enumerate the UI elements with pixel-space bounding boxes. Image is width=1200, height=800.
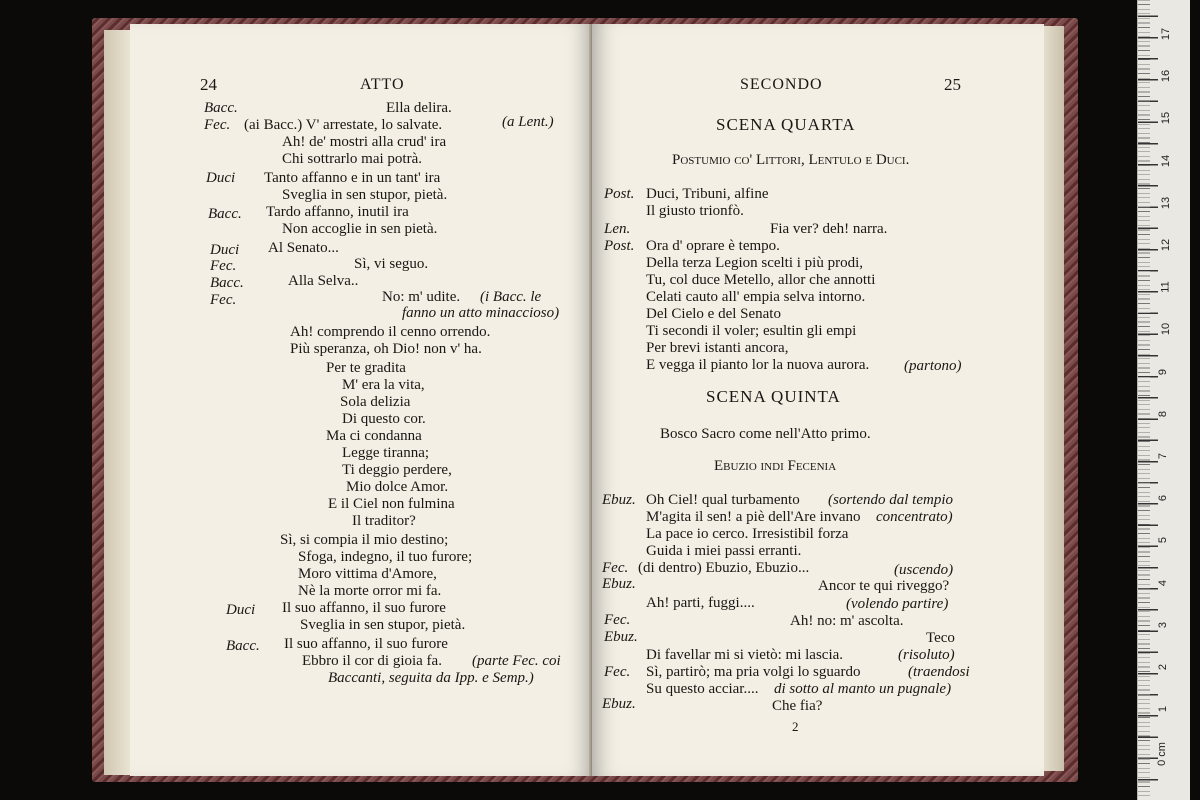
- speaker: Post.: [604, 238, 635, 254]
- verse-line: Al Senato...: [268, 240, 339, 256]
- verse-line: Ti deggio perdere,: [342, 462, 452, 478]
- verse-line: Ah! no: m' ascolta.: [790, 613, 904, 629]
- verse-line: Sola delizia: [340, 394, 411, 410]
- ruler-number: 14: [1160, 154, 1173, 167]
- page-number-right: 25: [944, 75, 961, 94]
- stage-direction: (risoluto): [898, 647, 955, 663]
- verse-line: Ma ci condanna: [326, 428, 422, 444]
- verse-line: Il giusto trionfò.: [646, 203, 744, 219]
- verse-line: Guida i miei passi erranti.: [646, 543, 802, 559]
- speaker: Duci: [206, 170, 236, 186]
- speaker: Ebuz.: [602, 696, 636, 712]
- ruler-number: 13: [1160, 196, 1173, 209]
- speaker: Ebuz.: [604, 629, 638, 645]
- speaker: Fec.: [602, 560, 629, 576]
- page-number-left: 24: [200, 75, 217, 94]
- verse-line: Moro vittima d'Amore,: [298, 566, 437, 582]
- verse-line: Il traditor?: [352, 513, 416, 529]
- verse-line: Sì, partirò; ma pria volgi lo sguardo: [646, 664, 861, 680]
- stage-direction: fanno un atto minaccioso): [402, 305, 560, 321]
- speaker: Fec.: [604, 612, 631, 628]
- speaker: Ebuz.: [602, 492, 636, 508]
- signature-mark: 2: [792, 719, 799, 734]
- verse-line: E il Ciel non fulmina: [328, 496, 455, 512]
- verse-line: Sì, vi seguo.: [354, 256, 429, 272]
- scene-setting: Bosco Sacro come nell'Atto primo.: [660, 426, 871, 442]
- verse-line: Per brevi istanti ancora,: [646, 340, 789, 356]
- verse-line: Ora d' oprare è tempo.: [646, 238, 780, 254]
- ruler-number: 17: [1160, 27, 1173, 41]
- verse-line: Che fia?: [772, 698, 823, 714]
- verse-line: Nè la morte orror mi fa.: [298, 583, 442, 599]
- speaker: Bacc.: [204, 100, 238, 116]
- scene-cast: Ebuzio indi Fecenia: [714, 458, 837, 474]
- stage-direction: Baccanti, seguita da Ipp. e Semp.): [328, 670, 534, 686]
- stage-direction: (sortendo dal tempio: [828, 492, 953, 508]
- stage-direction: di sotto al manto un pugnale): [774, 681, 952, 697]
- verse-line: Per te gradita: [326, 360, 406, 376]
- ruler-number: 11: [1159, 281, 1172, 293]
- verse-line: Di favellar mi si vietò: mi lascia.: [646, 647, 844, 663]
- verse-line: M' era la vita,: [342, 377, 425, 393]
- speaker: Ebuz.: [602, 576, 636, 592]
- verse-line: Legge tiranna;: [342, 445, 430, 461]
- verse-line: M'agita il sen! a piè dell'Are invano: [646, 509, 861, 525]
- page-edges-left: [104, 30, 132, 775]
- verse-line: Ah! comprendo il cenno orrendo.: [290, 324, 491, 340]
- speaker: Fec.: [210, 292, 237, 308]
- verse-line: Sveglia in sen stupor, pietà.: [282, 187, 448, 203]
- verse-line: Di questo cor.: [342, 411, 426, 427]
- verse-line: Chi sottrarlo mai potrà.: [282, 151, 422, 167]
- verse-line: Del Cielo e del Senato: [646, 306, 781, 322]
- verse-line: Fia ver? deh! narra.: [770, 221, 888, 237]
- verse-line: Tu, col duce Metello, allor che annotti: [646, 272, 876, 288]
- ruler-number: 10: [1160, 323, 1173, 336]
- ruler-number: 5: [1157, 537, 1170, 544]
- verse-line: Della terza Legion scelti i più prodi,: [646, 255, 864, 271]
- ruler-number: 12: [1160, 238, 1173, 252]
- verse-line: Duci, Tribuni, alfine: [646, 186, 769, 202]
- verse-line: Oh Ciel! qual turbamento: [646, 492, 800, 508]
- speaker: Bacc.: [226, 638, 260, 654]
- verse-line: Mio dolce Amor.: [346, 479, 449, 495]
- verse-line: Più speranza, oh Dio! non v' ha.: [290, 341, 482, 357]
- speaker: Duci: [226, 602, 256, 618]
- verse-line: (di dentro) Ebuzio, Ebuzio...: [638, 560, 810, 576]
- running-head-left: ATTO: [360, 76, 405, 93]
- verse-line: Ti secondi il voler; esultin gli empi: [646, 323, 857, 339]
- verse-line: Teco: [926, 630, 955, 646]
- ruler-number: 16: [1160, 70, 1173, 83]
- stage-direction: (partono): [904, 358, 962, 374]
- verse-line: Sì, si compia il mio destino;: [280, 532, 449, 548]
- speaker: Duci: [210, 242, 240, 258]
- stage-direction: (a Lent.): [502, 114, 554, 130]
- right-page: [592, 24, 1044, 776]
- verse-line: Ebbro il cor di gioia fa.: [302, 653, 442, 669]
- ruler-number: 1: [1157, 706, 1170, 713]
- verse-line: Tanto affanno e in un tant' ira: [264, 170, 441, 186]
- ruler-number: 15: [1160, 112, 1173, 125]
- speaker: Fec.: [210, 258, 237, 274]
- ruler-number: 8: [1157, 410, 1170, 417]
- verse-line: Alla Selva..: [288, 273, 359, 289]
- verse-line: Ah! de' mostri alla crud' ira: [282, 134, 447, 150]
- stage-direction: (i Bacc. le: [480, 289, 542, 305]
- speaker: Post.: [604, 186, 635, 202]
- verse-line: (ai Bacc.) V' arrestate, lo salvate.: [244, 117, 443, 133]
- ruler-number: 2: [1157, 663, 1170, 671]
- verse-line: Sveglia in sen stupor, pietà.: [300, 617, 466, 633]
- verse-line: E vegga il pianto lor la nuova aurora.: [646, 357, 870, 373]
- verse-line: Il suo affanno, il suo furore: [282, 600, 446, 616]
- verse-line: Tardo affanno, inutil ira: [266, 204, 409, 220]
- ruler-number: 3: [1157, 621, 1170, 628]
- speaker: Fec.: [604, 664, 631, 680]
- verse-line: Ancor te qui riveggo?: [818, 578, 950, 594]
- scene-title: SCENA QUINTA: [706, 387, 841, 406]
- verse-line: Il suo affanno, il suo furore: [284, 636, 448, 652]
- stage-direction: (parte Fec. coi: [472, 653, 561, 669]
- stage-direction: concentrato): [876, 509, 953, 525]
- ruler-unit: 0 cm: [1155, 742, 1168, 766]
- verse-line: Su questo acciar....: [646, 681, 759, 697]
- running-head-right: SECONDO: [740, 76, 823, 93]
- verse-line: La pace io cerco. Irresistibil forza: [646, 526, 849, 542]
- stage-direction: (volendo partire): [846, 596, 949, 612]
- ruler-number: 7: [1157, 452, 1170, 460]
- verse-line: Non accoglie in sen pietà.: [282, 221, 438, 237]
- ruler-number: 4: [1157, 579, 1170, 586]
- speaker: Len.: [604, 221, 631, 237]
- ruler-number: 9: [1157, 368, 1170, 375]
- scene-title: SCENA QUARTA: [716, 115, 856, 134]
- speaker: Bacc.: [210, 275, 244, 291]
- stage-direction: (traendosi: [908, 664, 970, 680]
- speaker: Bacc.: [208, 206, 242, 222]
- verse-line: Sfoga, indegno, il tuo furore;: [298, 549, 473, 565]
- left-page: [130, 24, 592, 776]
- verse-line: Ella delira.: [386, 100, 452, 116]
- verse-line: Ah! parti, fuggi....: [646, 595, 755, 611]
- stage-direction: (uscendo): [894, 562, 954, 578]
- scene-cast: Postumio co' Littori, Lentulo e Duci.: [672, 152, 910, 168]
- verse-line: No: m' udite.: [382, 289, 461, 305]
- verse-line: Celati cauto all' empia selva intorno.: [646, 289, 866, 305]
- speaker: Fec.: [204, 117, 231, 133]
- ruler-number: 6: [1157, 495, 1170, 502]
